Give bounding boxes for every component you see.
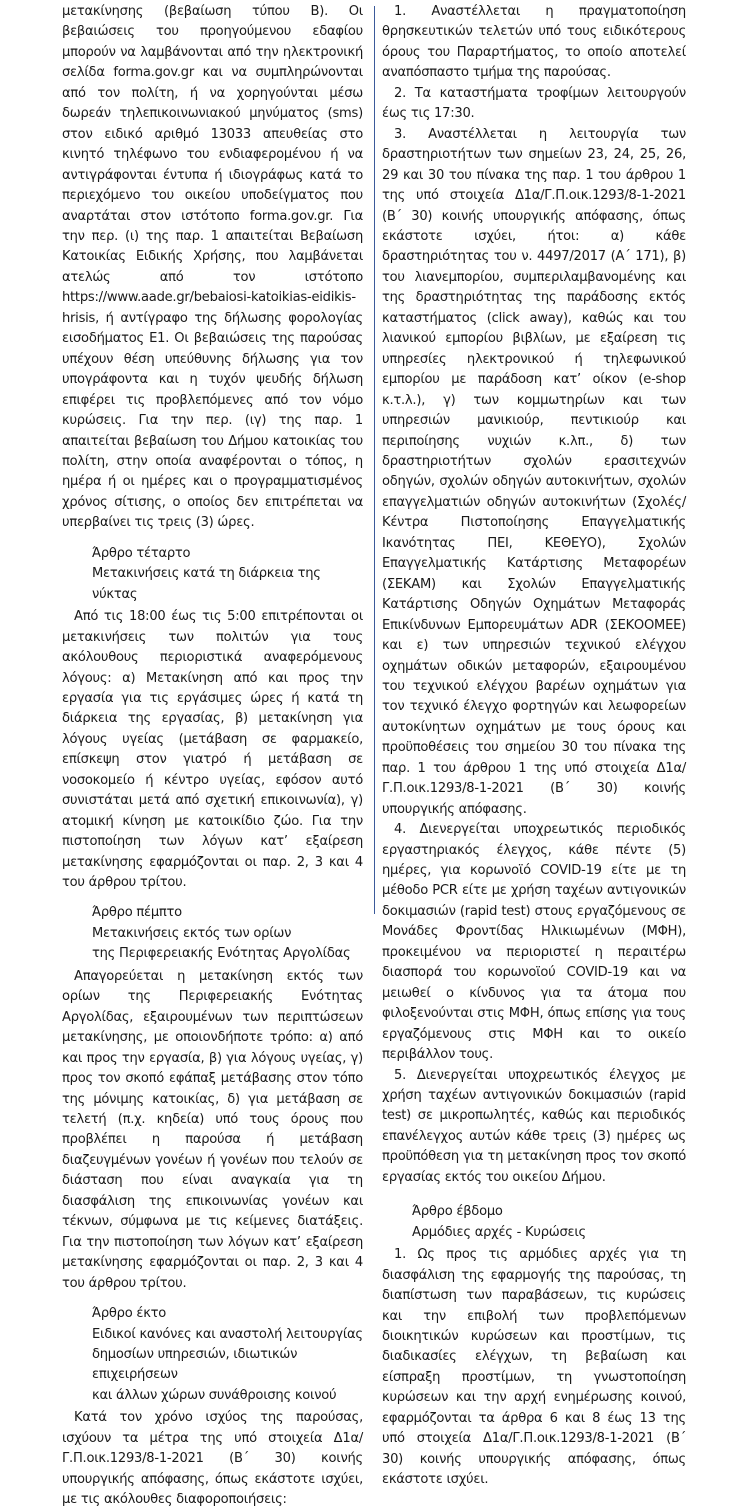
- article-number: Άρθρο πέμπτο: [92, 905, 182, 921]
- right-column: [382, 2, 686, 1491]
- paragraph-continuation: μετακίνησης (βεβαίωση τύπου Β). Οι βεβαιώσεις του προηγούμενου εδαφίου μπορούν να λαμβάνονται από την ηλεκτρονική σελίδα forma.gov.gr και να συμπληρώνονται από τον πολίτη, ή να χορηγούνται μέσω δωρεάν τηλεπικοινωνιακού μηνύματος (sms) στον ειδικό αριθμό 13033 απευθείας στο κινητό τηλέφωνο του ενδιαφερομένου ή να αντιγράφονται έντυπα ή ιδιογράφως κατά το περιεχόμενο του οικείου υποδείγματος που αναρτάται στον ιστότοπο forma.gov.gr. Για την περ. (ι) της παρ. 1 απαιτείται Βεβαίωση Κατοικίας Ειδικής Χρήσης, που λαμβάνεται ατελώς από τον ιστότοπο https://www.aade.gr/bebaiosi-katoikias-eidikis-hrisis, ή αντίγραφο της δήλωσης φορολογίας εισοδήματος Ε1. Οι βεβαιώσεις της παρούσας υπέχουν θέση υπεύθυνης δήλωσης για τον υπογράφοντα και η τυχόν ψευδής δήλωση επιφέρει τις προβλεπόμενες από τον νόμο κυρώσεις. Για την περ. (ιγ) της παρ. 1 απαιτείται βεβαίωση του Δήμου κατοικίας του πολίτη, στην οποία αναφέρονται ο τόπος, η ημέρα ή οι ημέρες και ο προγραμματισμένος χρόνος σίτισης, ο οποίος δεν επιτρέπεται να υπερβαίνει τις τρεις (3) ώρες.: [62, 4, 363, 531]
- article-4-body: Από τις 18:00 έως τις 5:00 επιτρέπονται οι μετακινήσεις των πολιτών για τους ακόλουθους περιοριστικά αναφερόμενους λόγους: α) Μετακίνηση από και προς την εργασία για τις εργάσιμες ώρες ή κατά τη διάρκεια της εργασίας, β) μετακίνηση για λόγους υγείας (μετάβαση σε φαρμακείο, επίσκεψη στον γιατρό ή μετάβαση σε νοσοκομείο ή κέντρο υγείας, εφόσον αυτό συνιστάται μετά από σχετική επικοινωνία), γ) ατομική κίνηση με κατοικίδιο ζώο. Για την πιστοποίηση των λόγων κατ’ εξαίρεση μετακίνησης εφαρμόζονται οι παρ. 2, 3 και 4 του άρθρου τρίτου.: [62, 609, 363, 891]
- article-number: Άρθρο έβδομο: [412, 1204, 503, 1220]
- article-title-line: και άλλων χώρων συνάθροισης κοινού: [92, 1387, 337, 1403]
- left-column: [62, 2, 363, 1511]
- article-title-line: Ειδικοί κανόνες και αναστολή λειτουργίας: [92, 1326, 363, 1342]
- article-4-heading: [62, 544, 363, 605]
- article-6-heading: [62, 1304, 363, 1406]
- article-7-heading: [382, 1202, 686, 1243]
- list-item: 2. Τα καταστήματα τροφίμων λειτουργούν έως τις 17:30.: [382, 85, 686, 122]
- article-title: Αρμόδιες αρχές - Κυρώσεις: [412, 1224, 586, 1240]
- article-number: Άρθρο έκτο: [92, 1306, 167, 1322]
- column-divider: [374, 6, 375, 914]
- article-number: Άρθρο τέταρτο: [92, 545, 191, 561]
- article-title-line: δημοσίων υπηρεσιών, ιδιωτικών επιχειρήσεων: [92, 1347, 298, 1383]
- article-title-line: της Περιφερειακής Ενότητας Αργολίδας: [92, 946, 351, 962]
- article-5-heading: [62, 903, 363, 964]
- list-item: 1. Αναστέλλεται η πραγματοποίηση θρησκευτικών τελετών υπό τους ειδικότερους όρους του Παραρτήματος, το οποίο αποτελεί αναπόσπαστο τμήμα της παρούσας.: [382, 4, 686, 81]
- article-5-body: Απαγορεύεται η μετακίνηση εκτός των ορίων της Περιφερειακής Ενότητας Αργολίδας, εξαιρουμένων των περιπτώσεων μετακίνησης, με οποιονδήποτε τρόπο: α) από και προς την εργασία, β) για λόγους υγείας, γ) προς τον σκοπό εφάπαξ μετάβασης στον τόπο της μόνιμης κατοικίας, δ) για μετάβαση σε τελετή (π.χ. κηδεία) υπό τους όρους που προβλέπει η παρούσα ή μετάβαση διαζευγμένων γονέων ή γονέων που τελούν σε διάσταση που είναι αναγκαία για τη διασφάλιση της επικοινωνίας γονέων και τέκνων, σύμφωνα με τις κείμενες διατάξεις. Για την πιστοποίηση των λόγων κατ’ εξαίρεση μετακίνησης εφαρμόζονται οι παρ. 2, 3 και 4 του άρθρου τρίτου.: [62, 968, 363, 1291]
- list-item: 3. Αναστέλλεται η λειτουργία των δραστηριοτήτων των σημείων 23, 24, 25, 26, 29 και 30 του πίνακα της παρ. 1 του άρθρου 1 της υπό στοιχεία Δ1α/Γ.Π.οικ.1293/8-1-2021 (Β΄ 30) κοινής υπουργικής απόφασης, όπως εκάστοτε ισχύει, ήτοι: α) κάθε δραστηριότητας του ν. 4497/2017 (Α΄ 171), β) του λιανεμπορίου, συμπεριλαμβανομένης και της δραστηριότητας της παράδοσης εκτός καταστήματος (click away), καθώς και του λιανικού εμπορίου βιβλίων, με εξαίρεση τις υπηρεσίες ηλεκτρονικού ή τηλεφωνικού εμπορίου με παράδοση κατ’ οίκον (e-shop κ.τ.λ.), γ) των κομμωτηρίων και των υπηρεσιών μανικιούρ, πεντικιούρ και περιποίησης νυχιών κ.λπ., δ) των δραστηριοτήτων σχολών ερασιτεχνών οδηγών, σχολών οδηγών αυτοκινήτων, σχολών επαγγελματιών οδηγών αυτοκινήτων (Σχολές/Κέντρα Πιστοποίησης Επαγγελματικής Ικανότητας ΠΕΙ, ΚΕΘΕΥΟ), Σχολών Επαγγελματικής Κατάρτισης Μεταφορέων (ΣΕΚΑΜ) και Σχολών Επαγγελματικής Κατάρτισης Οδηγών Οχημάτων Μεταφοράς Επικίνδυνων Εμπορευμάτων ADR (ΣΕΚΟΟΜΕΕ) και ε) των υπηρεσιών τεχνικού ελέγχου οχημάτων οδικών μεταφορών, εξαιρουμένου του τεχνικού ελέγχου βαρέων οχημάτων για τον τεχνικό έλεγχο φορτηγών και λεωφορείων αυτοκίνητων οχημάτων με τους όρους και προϋποθέσεις του σημείου 30 του πίνακα της παρ. 1 του άρθρου 1 της υπό στοιχεία Δ1α/Γ.Π.οικ.1293/8-1-2021 (Β΄ 30) κοινής υπουργικής απόφασης.: [382, 126, 686, 817]
- article-title: Μετακινήσεις κατά τη διάρκεια της νύκτας: [92, 566, 321, 602]
- article-title-line: Μετακινήσεις εκτός των ορίων: [92, 925, 292, 941]
- article-6-body: Κατά τον χρόνο ισχύος της παρούσας, ισχύουν τα μέτρα της υπό στοιχεία Δ1α/Γ.Π.οικ.1293/8-1-2021 (Β΄ 30) κοινής υπουργικής απόφασης, όπως εκάστοτε ισχύει, με τις ακόλουθες διαφοροποιήσεις:: [62, 1410, 363, 1508]
- list-item: 4. Διενεργείται υποχρεωτικός περιοδικός εργαστηριακός έλεγχος, κάθε πέντε (5) ημέρες, για κορωνοϊό COVID-19 είτε με τη μέθοδο PCR είτε με χρήση ταχέων αντιγονικών δοκιμασιών (rapid test) στους εργαζόμενους σε Μονάδες Φροντίδας Ηλικιωμένων (ΜΦΗ), προκειμένου να περιοριστεί η περαιτέρω διασπορά του κορωνοϊού COVID-19 και να μειωθεί ο κίνδυνος για τα άτομα που φιλοξενούνται στις ΜΦΗ, όπως επίσης για τους εργαζόμενους στις ΜΦΗ και το οικείο περιβάλλον τους.: [382, 822, 686, 1063]
- article-7-body: 1. Ως προς τις αρμόδιες αρχές για τη διασφάλιση της εφαρμογής της παρούσας, τη διαπίστωση των παραβάσεων, τις κυρώσεις και την επιβολή των προβλεπόμενων διοικητικών κυρώσεων και προστίμων, τις διαδικασίες ελέγχων, τη βεβαίωση και είσπραξη προστίμων, τη γνωστοποίηση κυρώσεων και την αρχή ενημέρωσης κοινού, εφαρμόζονται τα άρθρα 6 και 8 έως 13 της υπό στοιχεία Δ1α/Γ.Π.οικ.1293/8-1-2021 (Β΄ 30) κοινής υπουργικής απόφασης, όπως εκάστοτε ισχύει.: [382, 1247, 686, 1488]
- list-item: 5. Διενεργείται υποχρεωτικός έλεγχος με χρήση ταχέων αντιγονικών δοκιμασιών (rapid test) σε μικροπωλητές, καθώς και περιοδικός επανέλεγχος αυτών κάθε τρεις (3) ημέρες ως προϋπόθεση για τη μετακίνηση προς τον σκοπό εργασίας εκτός του οικείου Δήμου.: [382, 1067, 686, 1185]
